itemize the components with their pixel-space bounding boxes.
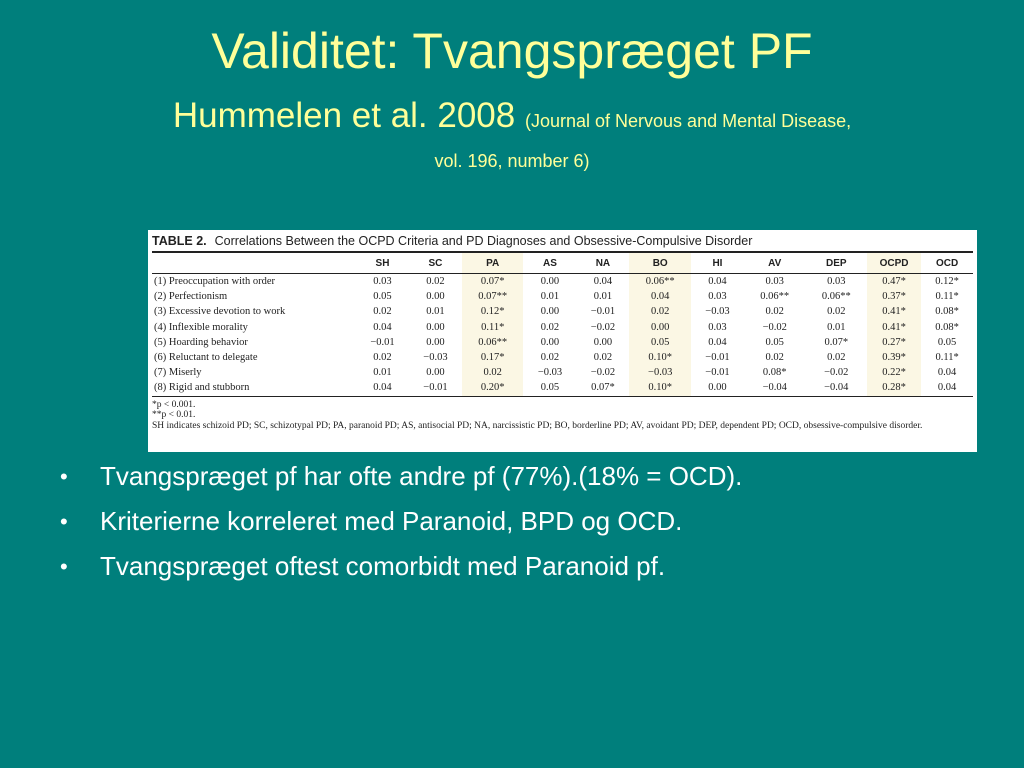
table-cell: −0.01 xyxy=(705,367,730,379)
table-cell: 0.27* xyxy=(867,335,921,350)
bullet-text: Tvangspræget pf har ofte andre pf (77%).(18% = OCD). xyxy=(100,461,743,491)
table-cell: 0.01 xyxy=(593,291,613,303)
column-header: HI xyxy=(691,253,744,274)
table-cell: 0.47* xyxy=(867,274,921,290)
table-body xyxy=(152,274,973,397)
table-row xyxy=(152,304,973,319)
table-cell: −0.01 xyxy=(705,352,730,364)
table-cell: 0.03 xyxy=(708,321,727,333)
row-label: (4) Inflexible morality xyxy=(154,321,248,333)
bullet-text: Kriterierne korreleret med Paranoid, BPD og OCD. xyxy=(100,506,683,536)
column-header: AV xyxy=(744,253,806,274)
table-row xyxy=(152,289,973,304)
table-row xyxy=(152,350,973,365)
table-cell: 0.22* xyxy=(867,365,921,380)
column-header: NA xyxy=(576,253,629,274)
table-cell: 0.17* xyxy=(462,350,524,365)
bullet-text: Tvangspræget oftest comorbidt med Paranoid pf. xyxy=(100,551,666,581)
table-cell: 0.04 xyxy=(629,289,691,304)
row-label: (5) Hoarding behavior xyxy=(154,336,248,348)
table-label: TABLE 2. xyxy=(152,234,207,248)
table-cell: 0.03 xyxy=(373,276,392,288)
column-header: SH xyxy=(356,253,409,274)
table-cell: 0.02 xyxy=(462,365,524,380)
table-cell: 0.02 xyxy=(373,352,392,364)
table-cell: 0.08* xyxy=(935,321,959,333)
column-header: BO xyxy=(629,253,691,274)
table-cell: 0.11* xyxy=(935,291,959,303)
table-cell: 0.01 xyxy=(373,367,392,379)
bullet-item xyxy=(56,499,996,544)
table-cell: 0.00 xyxy=(540,306,560,318)
table-cell: −0.01 xyxy=(409,380,462,396)
column-header: DEP xyxy=(805,253,867,274)
table-cell: 0.06** xyxy=(629,274,691,290)
table-cell: 0.41* xyxy=(867,320,921,335)
row-label: (1) Preoccupation with order xyxy=(154,276,276,288)
table-cell: −0.02 xyxy=(590,367,616,379)
table-cell: 0.04 xyxy=(373,321,392,333)
row-label: (6) Reluctant to delegate xyxy=(154,352,258,364)
bullet-item xyxy=(56,454,996,499)
table-row xyxy=(152,365,973,380)
table-cell: 0.05 xyxy=(937,336,957,348)
table-cell: 0.05 xyxy=(523,380,576,396)
row-label: (3) Excessive devotion to work xyxy=(154,306,286,318)
row-label: (2) Perfectionism xyxy=(154,291,228,303)
table-note: *p < 0.001. xyxy=(152,399,196,410)
citation-author: Hummelen et al. 2008 xyxy=(172,96,516,135)
table-cell: 0.01 xyxy=(827,321,846,333)
table-cell: 0.03 xyxy=(827,276,846,288)
bullet-icon: • xyxy=(60,509,68,534)
table-cell: 0.12* xyxy=(935,276,959,288)
correlation-table xyxy=(152,253,973,397)
table-cell: 0.00 xyxy=(691,380,744,396)
table-cell: 0.00 xyxy=(540,276,560,288)
bullet-list xyxy=(56,454,996,589)
table-cell: 0.08* xyxy=(762,367,787,379)
table-cell: 0.41* xyxy=(867,304,921,319)
table-cell: 0.08* xyxy=(935,306,959,318)
table-cell: 0.02 xyxy=(540,321,560,333)
table-cell: 0.00 xyxy=(426,321,445,333)
table-cell: −0.02 xyxy=(590,321,616,333)
table-cell: −0.03 xyxy=(423,352,448,364)
table-cell: −0.01 xyxy=(370,336,395,348)
bullet-icon: • xyxy=(60,464,68,489)
table-cell: 0.12* xyxy=(462,304,524,319)
table-cell: 0.04 xyxy=(708,276,727,288)
table-notes xyxy=(152,400,973,432)
table-cell: 0.02 xyxy=(827,306,846,318)
table-cell: 0.05 xyxy=(373,291,392,303)
table-row xyxy=(152,274,973,290)
citation-journal: (Journal of Nervous and Mental Disease, xyxy=(524,111,852,131)
table-cell: 0.07** xyxy=(462,289,524,304)
table-cell: 0.04 xyxy=(921,380,973,396)
table-cell: 0.03 xyxy=(765,276,784,288)
row-label: (7) Miserly xyxy=(154,367,202,379)
table-row xyxy=(152,335,973,350)
table-cell: 0.04 xyxy=(937,367,957,379)
table-caption-text: Correlations Between the OCPD Criteria and PD Diagnoses and Obsessive-Compulsive Disorder xyxy=(214,234,753,248)
table-cell: 0.20* xyxy=(462,380,524,396)
table-cell: 0.02 xyxy=(629,304,691,319)
table-cell: 0.02 xyxy=(373,306,392,318)
column-header: PA xyxy=(462,253,524,274)
table-cell: 0.04 xyxy=(708,336,727,348)
table-cell: 0.10* xyxy=(629,380,691,396)
table-cell: 0.02 xyxy=(593,352,613,364)
table-note: **p < 0.01. xyxy=(152,410,196,420)
column-header: AS xyxy=(523,253,576,274)
column-header: OCPD xyxy=(867,253,921,274)
column-header: OCD xyxy=(921,253,973,274)
table-cell: 0.06** xyxy=(821,291,851,303)
table-cell: 0.00 xyxy=(426,336,445,348)
table-cell: 0.05 xyxy=(629,335,691,350)
table-row xyxy=(152,380,973,396)
table-cell: 0.07* xyxy=(576,380,629,396)
table-cell: 0.37* xyxy=(867,289,921,304)
table-caption xyxy=(152,233,973,253)
table-cell: −0.02 xyxy=(824,367,849,379)
table-cell: 0.07* xyxy=(462,274,524,290)
table-cell: 0.11* xyxy=(935,352,959,364)
table-row xyxy=(152,320,973,335)
table-header-row xyxy=(152,253,973,274)
table-cell: 0.04 xyxy=(356,380,409,396)
table-cell: −0.01 xyxy=(590,306,616,318)
table-cell: 0.01 xyxy=(540,291,560,303)
table-cell: −0.03 xyxy=(629,365,691,380)
table-cell: 0.00 xyxy=(629,320,691,335)
table-cell: 0.02 xyxy=(426,276,445,288)
bullet-icon: • xyxy=(60,554,68,579)
table-cell: −0.02 xyxy=(762,321,787,333)
row-label: (8) Rigid and stubborn xyxy=(152,380,356,396)
table-cell: 0.05 xyxy=(765,336,784,348)
table-cell: 0.04 xyxy=(593,276,613,288)
table-cell: 0.02 xyxy=(765,352,784,364)
slide-title: Validitet: Tvangspræget PF xyxy=(211,23,813,79)
table-cell: 0.00 xyxy=(426,291,445,303)
table-cell: 0.06** xyxy=(760,291,790,303)
correlation-table-figure xyxy=(148,230,977,452)
table-cell: 0.39* xyxy=(867,350,921,365)
table-note: SH indicates schizoid PD; SC, schizotypal PD; PA, paranoid PD; AS, antisocial PD; NA, narcissistic PD; BO, borderline PD; AV, avoidant PD; DEP, dependent PD; OCD, obsessive-compulsive disorder. xyxy=(152,420,923,431)
table-cell: 0.00 xyxy=(426,367,445,379)
table-cell: −0.03 xyxy=(705,306,730,318)
table-cell: −0.04 xyxy=(744,380,806,396)
table-cell: 0.02 xyxy=(765,306,784,318)
table-cell: −0.03 xyxy=(537,367,563,379)
table-cell: 0.11* xyxy=(462,320,524,335)
table-cell: 0.00 xyxy=(540,336,560,348)
table-cell: 0.01 xyxy=(426,306,445,318)
table-cell: 0.00 xyxy=(593,336,613,348)
table-cell: 0.10* xyxy=(629,350,691,365)
bullet-item xyxy=(56,544,996,589)
table-cell: 0.07* xyxy=(824,336,849,348)
citation-volume: vol. 196, number 6) xyxy=(434,151,590,171)
table-cell: 0.03 xyxy=(708,291,727,303)
table-cell: 0.06** xyxy=(462,335,524,350)
table-cell: 0.02 xyxy=(827,352,846,364)
table-cell: −0.04 xyxy=(805,380,867,396)
table-cell: 0.02 xyxy=(540,352,560,364)
column-header: SC xyxy=(409,253,462,274)
table-cell: 0.28* xyxy=(867,380,921,396)
slide-subtitle xyxy=(0,96,1024,141)
